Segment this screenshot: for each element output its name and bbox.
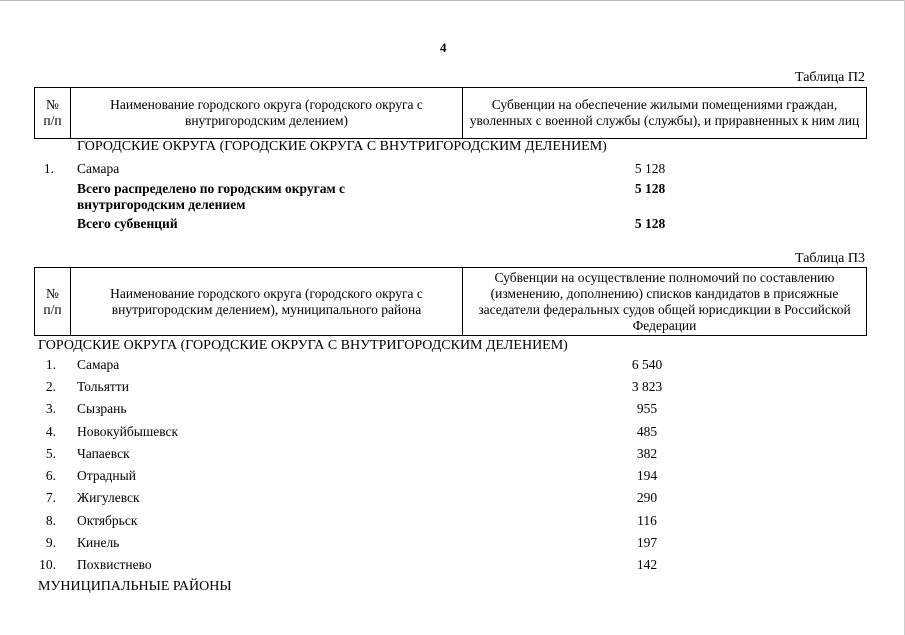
table-p3-header-value: Субвенции на осуществление полномочий по составлению (изменению, дополнению) списков кандидатов в присяжные заседатели федеральных судов общей юрисдикции в Российской Федерации <box>463 268 867 336</box>
table-p3-section-title: ГОРОДСКИЕ ОКРУГА (ГОРОДСКИЕ ОКРУГА С ВНУТРИГОРОДСКИМ ДЕЛЕНИЕМ) <box>38 338 568 353</box>
table-p3-header-num: № п/п <box>35 268 71 336</box>
row-number: 1. <box>45 357 56 372</box>
row-name: Похвистнево <box>77 557 152 572</box>
row-value: 194 <box>636 468 658 483</box>
row-number: 2. <box>45 379 56 394</box>
table-p2-header-num: № п/п <box>35 88 71 139</box>
row-name: Самара <box>77 357 120 372</box>
row-number: 9. <box>45 535 56 550</box>
row-number: 8. <box>45 513 56 528</box>
row-number: 10. <box>39 557 56 572</box>
row-name: Отрадный <box>77 468 136 483</box>
table-p3-header <box>34 267 867 336</box>
row-name: Октябрьск <box>77 513 138 528</box>
table-p2-caption: Таблица П2 <box>795 70 865 85</box>
row-number: 6. <box>45 468 56 483</box>
row-name: Чапаевск <box>77 446 130 461</box>
row-value: 955 <box>636 401 658 416</box>
page-number: 4 <box>440 40 447 55</box>
table-p2-header <box>34 87 867 139</box>
row-value: 197 <box>636 535 658 550</box>
total-value: 5 128 <box>634 216 666 231</box>
row-name: Жигулевск <box>77 490 140 505</box>
row-value: 116 <box>637 513 657 528</box>
row-value: 3 823 <box>631 379 663 394</box>
total-label: Всего субвенций <box>77 216 178 231</box>
row-name: Тольятти <box>77 379 129 394</box>
table-p2-header-name: Наименование городского округа (городского округа с внутригородским делением) <box>71 88 463 139</box>
table-p3-section2-title: МУНИЦИПАЛЬНЫЕ РАЙОНЫ <box>38 579 232 594</box>
total-districts-value: 5 128 <box>634 181 666 196</box>
row-number: 5. <box>45 446 56 461</box>
row-number: 4. <box>45 424 56 439</box>
row-value: 485 <box>636 424 658 439</box>
table-p3-header-name: Наименование городского округа (городского округа с внутригородским делением), муниципального района <box>71 268 463 336</box>
row-number: 3. <box>45 401 56 416</box>
row-value: 382 <box>636 446 658 461</box>
row-number: 7. <box>45 490 56 505</box>
row-name: Кинель <box>77 535 120 550</box>
table-p2-section-title: ГОРОДСКИЕ ОКРУГА (ГОРОДСКИЕ ОКРУГА С ВНУТРИГОРОДСКИМ ДЕЛЕНИЕМ) <box>77 139 607 154</box>
row-name: Новокуйбышевск <box>77 424 179 439</box>
row-name: Самара <box>77 161 120 176</box>
row-value: 142 <box>636 557 658 572</box>
row-value: 5 128 <box>634 161 666 176</box>
total-districts-label: Всего распределено по городским округам с внутригородским делением <box>77 181 346 212</box>
row-value: 290 <box>636 490 658 505</box>
row-value: 6 540 <box>631 357 663 372</box>
row-number: 1. <box>43 161 54 176</box>
page-top-edge <box>0 0 905 4</box>
row-name: Сызрань <box>77 401 127 416</box>
table-p3-caption: Таблица П3 <box>795 251 865 266</box>
table-p2-header-value: Субвенции на обеспечение жилыми помещениями граждан, уволенных с военной службы (службы), и приравненных к ним лиц <box>463 88 867 139</box>
